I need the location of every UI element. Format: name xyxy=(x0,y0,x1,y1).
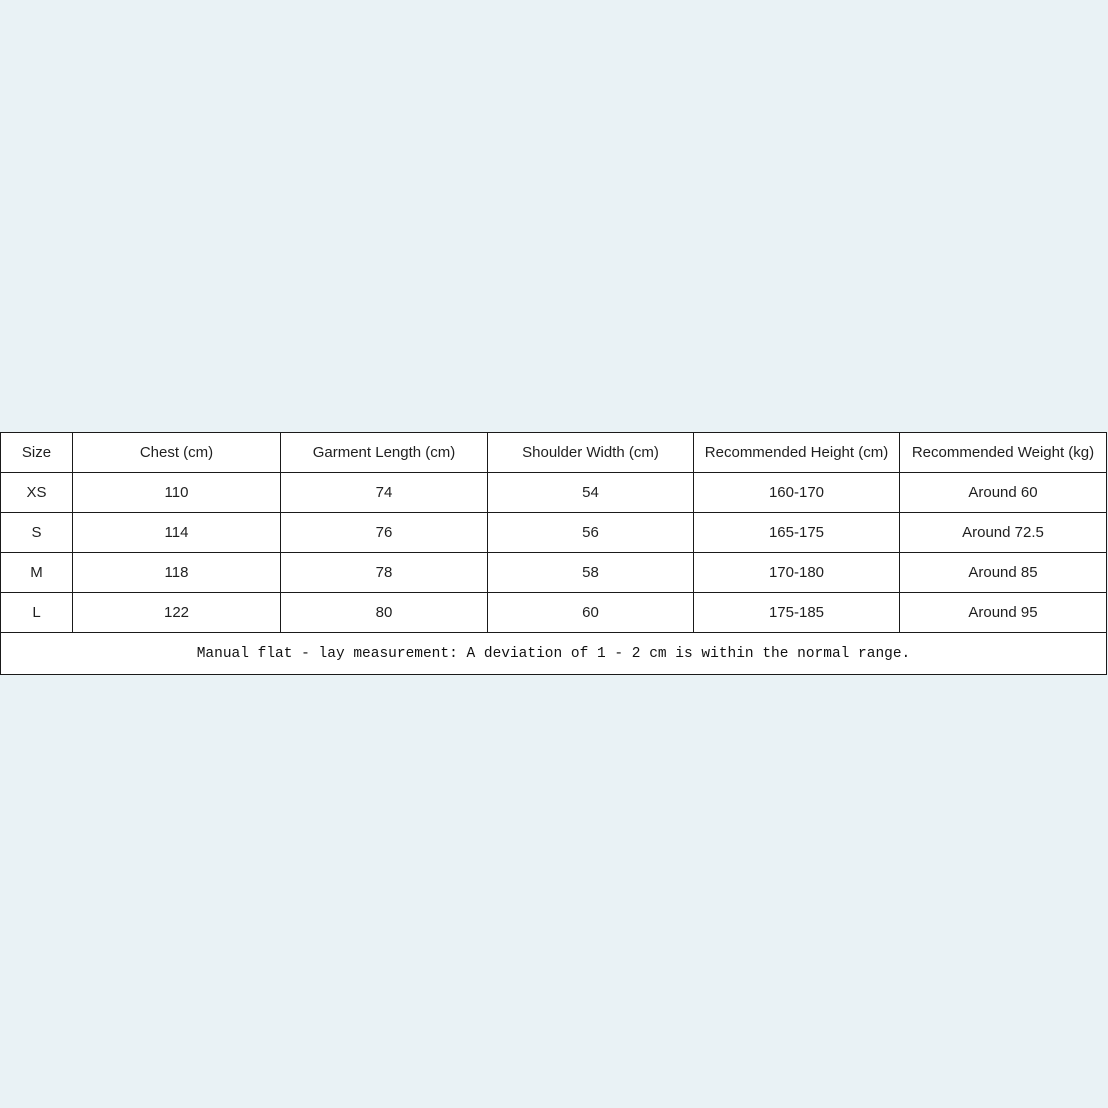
cell-size: M xyxy=(1,553,73,593)
cell-shoulder-width: 58 xyxy=(488,553,694,593)
cell-size: S xyxy=(1,513,73,553)
cell-recommended-weight: Around 72.5 xyxy=(900,513,1107,553)
column-header-recommended-weight: Recommended Weight (kg) xyxy=(900,433,1107,473)
column-header-recommended-height: Recommended Height (cm) xyxy=(694,433,900,473)
cell-recommended-height: 175-185 xyxy=(694,593,900,633)
cell-shoulder-width: 54 xyxy=(488,473,694,513)
cell-recommended-height: 165-175 xyxy=(694,513,900,553)
cell-chest: 114 xyxy=(73,513,281,553)
column-header-shoulder-width: Shoulder Width (cm) xyxy=(488,433,694,473)
cell-chest: 122 xyxy=(73,593,281,633)
size-chart-footer xyxy=(1,633,1107,675)
table-row-xs xyxy=(1,473,1107,513)
cell-recommended-weight: Around 95 xyxy=(900,593,1107,633)
cell-size: L xyxy=(1,593,73,633)
header-row xyxy=(1,433,1107,473)
cell-garment-length: 74 xyxy=(281,473,488,513)
column-header-size: Size xyxy=(1,433,73,473)
size-chart xyxy=(0,432,1107,675)
cell-garment-length: 76 xyxy=(281,513,488,553)
cell-shoulder-width: 56 xyxy=(488,513,694,553)
cell-recommended-height: 170-180 xyxy=(694,553,900,593)
size-chart-body xyxy=(1,473,1107,633)
measurement-note: Manual flat - lay measurement: A deviation of 1 - 2 cm is within the normal range. xyxy=(1,633,1107,675)
column-header-garment-length: Garment Length (cm) xyxy=(281,433,488,473)
note-row xyxy=(1,633,1107,675)
size-chart-table xyxy=(0,432,1107,675)
cell-garment-length: 80 xyxy=(281,593,488,633)
table-row-l xyxy=(1,593,1107,633)
cell-recommended-height: 160-170 xyxy=(694,473,900,513)
cell-chest: 110 xyxy=(73,473,281,513)
cell-recommended-weight: Around 85 xyxy=(900,553,1107,593)
cell-size: XS xyxy=(1,473,73,513)
cell-garment-length: 78 xyxy=(281,553,488,593)
table-row-m xyxy=(1,553,1107,593)
table-row-s xyxy=(1,513,1107,553)
size-chart-header xyxy=(1,433,1107,473)
cell-chest: 118 xyxy=(73,553,281,593)
cell-shoulder-width: 60 xyxy=(488,593,694,633)
cell-recommended-weight: Around 60 xyxy=(900,473,1107,513)
column-header-chest: Chest (cm) xyxy=(73,433,281,473)
